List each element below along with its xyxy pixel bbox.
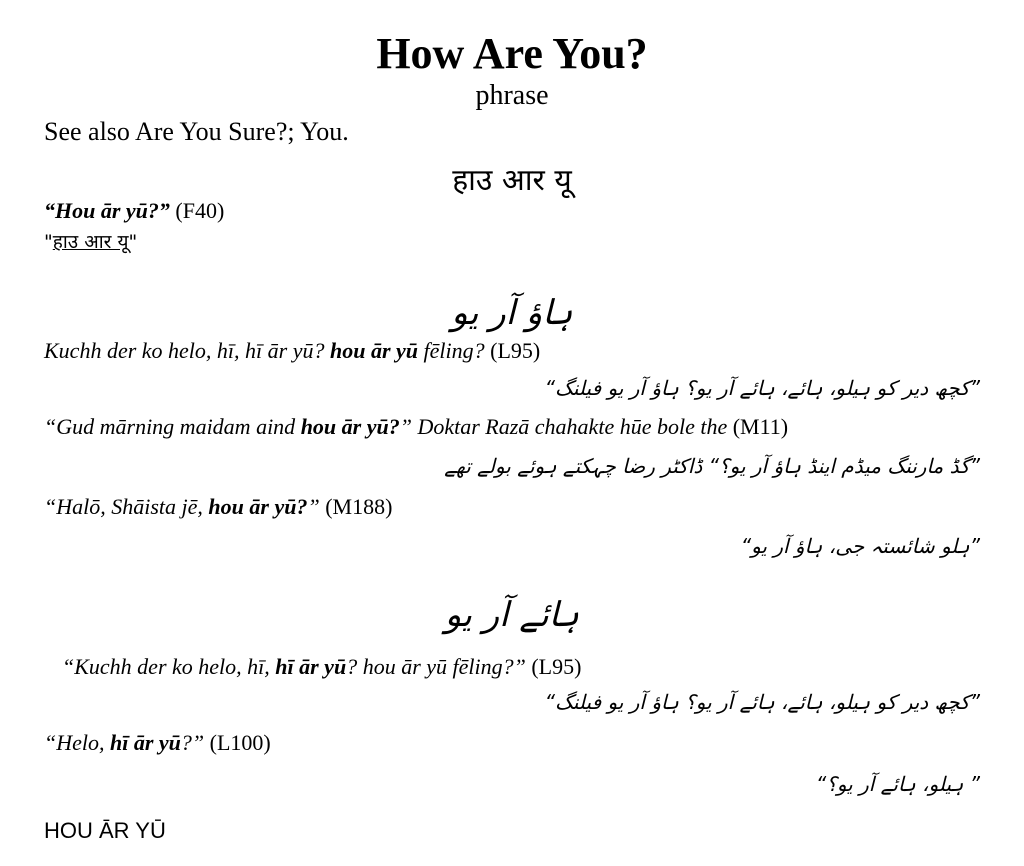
quote-open: " — [44, 231, 53, 253]
citation-post: ” Doktar Razā chahakte hūe bole the — [399, 414, 728, 439]
citation-source: (M11) — [727, 414, 789, 439]
urdu-quote-m188: ”ہلو شائستہ جی، ہاؤ آر یو“ — [740, 534, 980, 558]
urdu-heading-hou-ar-yu: ہاؤ آر یو — [451, 293, 573, 333]
citation-post: fēling? — [418, 338, 485, 363]
citation-source: (M188) — [319, 494, 393, 519]
citation-m188 — [44, 494, 392, 520]
citation-m11 — [44, 414, 788, 440]
quote-close: " — [128, 231, 138, 253]
citation-source: (F40) — [169, 198, 225, 223]
devanagari-quote — [44, 228, 137, 254]
citation-l100 — [44, 730, 271, 756]
citation-bold: hou ār yū? — [208, 494, 308, 519]
citation-pre: “Helo, — [44, 730, 110, 755]
citation-bold: hī ār yū — [110, 730, 181, 755]
citation-post: ?” — [180, 730, 205, 755]
citation-l95-a — [44, 338, 540, 364]
urdu-quote-l100: ” ہیلو، ہائے آر یو؟“ — [815, 772, 980, 796]
citation-f40 — [44, 198, 224, 224]
citation-l95-b — [62, 654, 581, 680]
citation-source: (L95) — [525, 654, 582, 679]
quote-close: ” — [158, 198, 170, 223]
citation-bold: hou ār yū — [329, 338, 419, 363]
see-also-note: See also Are You Sure?; You. — [44, 117, 349, 146]
citation-bold: hou ār yū? — [300, 414, 400, 439]
urdu-quote-l95-b: ”کچھ دیر کو ہیلو، ہائے، ہائے آر یو؟ ہاؤ آر یو فیلنگ“ — [544, 690, 980, 714]
citation-source: (L100) — [204, 730, 271, 755]
urdu-quote-l95-a: ”کچھ دیر کو ہیلو، ہائے، ہائے آر یو؟ ہاؤ آر یو فیلنگ“ — [544, 376, 980, 400]
part-of-speech: phrase — [475, 80, 549, 111]
citation-post: ? hou ār yū fēling?” — [346, 654, 526, 679]
citation-pre: “Halō, Shāista jē, — [44, 494, 209, 519]
urdu-heading-hi-ar-yu: ہائے آر یو — [444, 595, 580, 635]
devanagari-heading: हाउ आर यू — [452, 163, 572, 198]
citation-pre: “Kuchh der ko helo, hī, — [62, 654, 276, 679]
romanized-heading: HOU ĀR YŪ — [44, 818, 166, 843]
quote-open: “ — [44, 198, 55, 223]
citation-pre: Kuchh der ko helo, hī, hī ār yū? — [44, 338, 330, 363]
urdu-quote-m11: ”گڈ مارننگ میڈم اینڈ ہاؤ آر یو؟“ ڈاکٹر رضا چہکتے ہوئے بولے تھے — [444, 454, 980, 478]
citation-source: (L95) — [484, 338, 541, 363]
citation-bold: Hou ār yū? — [55, 198, 159, 223]
citation-bold: hī ār yū — [275, 654, 347, 679]
devanagari-quote-text: हाउ आर यू — [52, 231, 129, 253]
page-title: How Are You? — [376, 29, 648, 78]
citation-post: ” — [307, 494, 320, 519]
citation-pre: “Gud mārning maidam aind — [44, 414, 301, 439]
